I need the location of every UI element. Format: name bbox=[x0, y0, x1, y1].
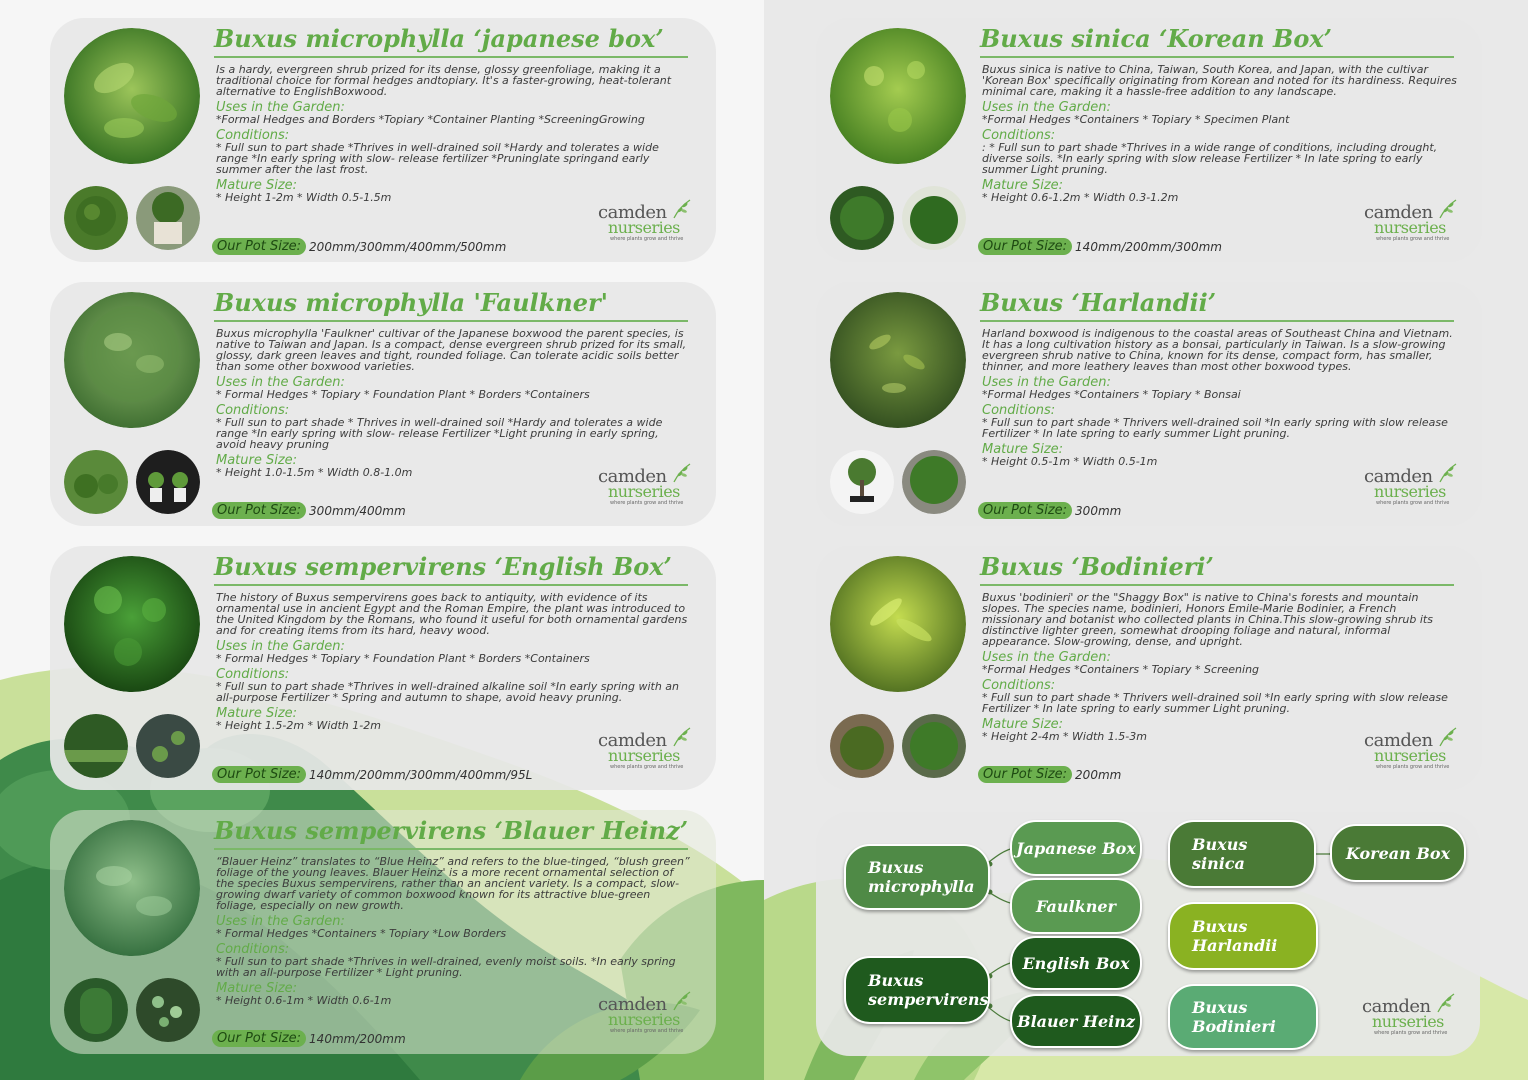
node-english-box bbox=[1010, 936, 1142, 990]
camden-logo bbox=[598, 198, 690, 244]
mature-size: * Height 1.0-1.5m * Width 0.8-1.0m bbox=[216, 466, 413, 479]
plant-photo bbox=[64, 28, 200, 164]
description: Buxus sinica is native to China, Taiwan, South Korea, and Japan, with the cultivar 'Korean Box' specifically originating from Korean and noted for its hardiness. Requires minimal care, making it a hassle-free addition to any landscape. bbox=[982, 63, 1457, 98]
logo-nurseries: nurseries bbox=[1374, 218, 1446, 237]
hedge-garden-photo bbox=[64, 714, 128, 778]
node-label: English Box bbox=[1022, 953, 1130, 973]
node-buxus-bodinieri bbox=[1168, 984, 1318, 1050]
pot-size-label: Our Pot Size: bbox=[212, 238, 306, 255]
title-divider bbox=[214, 56, 688, 58]
logo-tagline: where plants grow and thrive bbox=[610, 764, 684, 770]
plant-description-block bbox=[216, 328, 692, 478]
node-label: Buxus microphylla bbox=[868, 858, 975, 896]
pot-size-label: Our Pot Size: bbox=[978, 238, 1072, 255]
plant-description-block bbox=[982, 64, 1458, 203]
mature-size-heading: Mature Size: bbox=[216, 706, 298, 721]
shrub-photo bbox=[830, 714, 894, 778]
plant-description-block bbox=[216, 592, 692, 731]
logo-tagline: where plants grow and thrive bbox=[1376, 500, 1450, 506]
pot-size-label: Our Pot Size: bbox=[212, 502, 306, 519]
conditions: : * Full sun to part shade *Thrives in a wide range of conditions, including drought, diverse soils. *In early spring with slow release Fertilizer * In late spring to early summer Light pruning. bbox=[982, 141, 1438, 176]
logo-tagline: where plants grow and thrive bbox=[1376, 764, 1450, 770]
uses-heading: Uses in the Garden: bbox=[216, 639, 345, 654]
conditions: * Full sun to part shade * Thrivers well-drained soil *In early spring with slow release Fertilizer * In late spring to early summer Light pruning. bbox=[982, 416, 1448, 440]
description: The history of Buxus sempervirens goes back to antiquity, with evidence of its ornamental use in ancient Egypt and the Roman Empire, the plant was introduced to the United Kingdom by the Romans, who found it useful for both ornamental gardens and for creating items from its hard, heavy wood. bbox=[216, 591, 688, 637]
plant-title: Buxus sempervirens ‘Blauer Heinz’ bbox=[214, 816, 689, 845]
pot-size-label: Our Pot Size: bbox=[212, 766, 306, 783]
logo-nurseries: nurseries bbox=[608, 218, 680, 237]
leaf-icon bbox=[1436, 726, 1458, 748]
node-buxus-microphylla bbox=[844, 844, 990, 910]
plant-card-korean-box bbox=[816, 18, 1482, 262]
mature-size-heading: Mature Size: bbox=[982, 178, 1064, 193]
leaf-icon bbox=[670, 726, 692, 748]
logo-camden: camden bbox=[1364, 730, 1433, 751]
uses-heading: Uses in the Garden: bbox=[216, 100, 345, 115]
pot-size bbox=[978, 502, 1121, 519]
camden-logo bbox=[1364, 198, 1456, 244]
mature-size-heading: Mature Size: bbox=[216, 453, 298, 468]
logo-camden: camden bbox=[598, 466, 667, 487]
conditions: * Full sun to part shade * Thrives in well-drained soil *Hardy and tolerates a wide range *In early spring with slow- release Fertilizer *Light pruning in early spring, avoid heavy pruning bbox=[216, 416, 663, 451]
round-shrub-photo bbox=[902, 450, 966, 514]
plant-title: Buxus microphylla ‘japanese box’ bbox=[214, 24, 664, 53]
node-label: Buxus sinica bbox=[1192, 835, 1248, 873]
pot-size bbox=[212, 766, 532, 783]
logo-camden: camden bbox=[598, 994, 667, 1015]
logo-camden: camden bbox=[598, 202, 667, 223]
pot-size bbox=[212, 238, 506, 255]
node-label: Korean Box bbox=[1345, 843, 1451, 863]
plant-description-block bbox=[216, 856, 692, 1006]
conditions-heading: Conditions: bbox=[216, 403, 290, 418]
logo-tagline: where plants grow and thrive bbox=[610, 236, 684, 242]
pot-size bbox=[978, 766, 1121, 783]
logo-nurseries: nurseries bbox=[608, 1010, 680, 1029]
node-japanese-box bbox=[1010, 820, 1142, 876]
plant-photo bbox=[64, 556, 200, 692]
uses: *Formal Hedges *Containers * Topiary * Specimen Plant bbox=[982, 113, 1290, 126]
conditions: * Full sun to part shade * Thrivers well-drained soil *In early spring with slow release Fertilizer * In late spring to early summer Light pruning. bbox=[982, 691, 1448, 715]
camden-logo bbox=[598, 990, 690, 1036]
logo-nurseries: nurseries bbox=[608, 746, 680, 765]
description: Harland boxwood is indigenous to the coastal areas of Southeast China and Vietnam. It has a long cultivation history as a bonsai, particularly in Taiwan. Is a slow-growing evergreen shrub native to China, known for its dense, compact form, has smaller, thinner, and more leathery leaves than most other boxwood types. bbox=[982, 327, 1453, 373]
mature-size: * Height 1.5-2m * Width 1-2m bbox=[216, 719, 381, 732]
shrub-photo bbox=[830, 186, 894, 250]
leaf-icon bbox=[670, 462, 692, 484]
conditions-heading: Conditions: bbox=[216, 942, 290, 957]
logo-nurseries: nurseries bbox=[1374, 746, 1446, 765]
ball-shrub-photo bbox=[902, 714, 966, 778]
uses-heading: Uses in the Garden: bbox=[982, 375, 1111, 390]
taxonomy-diagram bbox=[816, 812, 1480, 1056]
hedge-balls-photo bbox=[64, 450, 128, 514]
pot-size bbox=[212, 1030, 406, 1047]
pot-size-label: Our Pot Size: bbox=[212, 1030, 306, 1047]
topiary-spheres-photo bbox=[136, 714, 200, 778]
logo-nurseries: nurseries bbox=[1372, 1012, 1444, 1031]
leaf-icon bbox=[670, 990, 692, 1012]
plant-card-faulkner bbox=[50, 282, 716, 526]
title-divider bbox=[980, 56, 1454, 58]
plant-title: Buxus sinica ‘Korean Box’ bbox=[980, 24, 1332, 53]
hedge-photo bbox=[64, 978, 128, 1042]
conditions: * Full sun to part shade *Thrives in well-drained, evenly moist soils. *In early spring with an all-purpose Fertilizer * Light pruning. bbox=[216, 955, 676, 979]
plant-card-blauer-heinz bbox=[50, 810, 716, 1054]
conditions: * Full sun to part shade *Thrives in well-drained alkaline soil *In early spring with an all-purpose Fertilizer * Spring and autumn to shape, avoid heavy pruning. bbox=[216, 680, 679, 704]
topiary-photo bbox=[64, 186, 128, 250]
ball-shrub-photo bbox=[902, 186, 966, 250]
pot-size bbox=[212, 502, 406, 519]
title-divider bbox=[214, 320, 688, 322]
camden-logo bbox=[1364, 462, 1456, 508]
title-divider bbox=[214, 584, 688, 586]
uses-heading: Uses in the Garden: bbox=[982, 650, 1111, 665]
uses: * Formal Hedges * Topiary * Foundation Plant * Borders *Containers bbox=[216, 652, 590, 665]
node-faulkner bbox=[1010, 878, 1142, 934]
camden-logo bbox=[598, 726, 690, 772]
plant-description-block bbox=[982, 328, 1458, 467]
logo-tagline: where plants grow and thrive bbox=[1374, 1030, 1448, 1036]
plant-description-block bbox=[216, 64, 692, 203]
node-korean-box bbox=[1330, 824, 1466, 882]
title-divider bbox=[214, 848, 688, 850]
pot-size-value: 300mm bbox=[1075, 503, 1122, 518]
node-label: Japanese Box bbox=[1016, 838, 1136, 858]
leaf-icon bbox=[1434, 992, 1456, 1014]
mature-size: * Height 0.6-1.2m * Width 0.3-1.2m bbox=[982, 191, 1179, 204]
description: “Blauer Heinz” translates to “Blue Heinz” and refers to the blue-tinged, “blush green” foliage of the young leaves. Blauer Heinz' is a more recent ornamental selection of the species Buxus sempervirens, rather than an ancient variety. Is a compact, slow-growing dwarf variety of common boxwood known for its attractive blue-green foliage, especially on new growth. bbox=[216, 855, 690, 912]
mature-size: * Height 1-2m * Width 0.5-1.5m bbox=[216, 191, 392, 204]
description: Buxus microphylla 'Faulkner' cultivar of the Japanese boxwood the parent species, is native to Taiwan and Japan. Is a compact, dense evergreen shrub prized for its small, glossy, dark green leaves and tight, rounded foliage. Can tolerate acidic soils better than some other boxwood varieties. bbox=[216, 327, 687, 373]
camden-logo bbox=[1362, 992, 1454, 1038]
node-label: Buxus sempervirens bbox=[868, 971, 989, 1009]
node-label: Faulkner bbox=[1036, 896, 1116, 916]
mature-size: * Height 0.5-1m * Width 0.5-1m bbox=[982, 455, 1158, 468]
plant-card-bodinieri bbox=[816, 546, 1482, 790]
plant-title: Buxus ‘Harlandii’ bbox=[980, 288, 1217, 317]
node-buxus-sinica bbox=[1168, 820, 1316, 888]
plant-title: Buxus sempervirens ‘English Box’ bbox=[214, 552, 672, 581]
node-blauer-heinz bbox=[1010, 994, 1142, 1048]
pot-size-value: 140mm/200mm/300mm bbox=[1075, 239, 1222, 254]
mature-size-heading: Mature Size: bbox=[216, 178, 298, 193]
logo-camden: camden bbox=[1364, 466, 1433, 487]
leaf-icon bbox=[1436, 462, 1458, 484]
title-divider bbox=[980, 584, 1454, 586]
uses: *Formal Hedges and Borders *Topiary *Container Planting *ScreeningGrowing bbox=[216, 113, 645, 126]
logo-tagline: where plants grow and thrive bbox=[610, 500, 684, 506]
pot-size-value: 140mm/200mm/300mm/400mm/95L bbox=[309, 767, 533, 782]
node-buxus-sempervirens bbox=[844, 956, 990, 1024]
logo-nurseries: nurseries bbox=[1374, 482, 1446, 501]
pot-size-value: 300mm/400mm bbox=[309, 503, 406, 518]
leaf-icon bbox=[1436, 198, 1458, 220]
logo-nurseries: nurseries bbox=[608, 482, 680, 501]
plant-card-english-box bbox=[50, 546, 716, 790]
plant-card-japanese-box bbox=[50, 18, 716, 262]
planter-row-photo bbox=[136, 450, 200, 514]
pot-size bbox=[978, 238, 1222, 255]
pot-size-label: Our Pot Size: bbox=[978, 766, 1072, 783]
leaves-closeup-photo bbox=[136, 978, 200, 1042]
conditions-heading: Conditions: bbox=[982, 678, 1056, 693]
node-label: Buxus Harlandii bbox=[1192, 917, 1278, 955]
mature-size-heading: Mature Size: bbox=[982, 717, 1064, 732]
description: Is a hardy, evergreen shrub prized for its dense, glossy greenfoliage, making it a traditional choice for formal hedges andtopiary. It's a faster-growing, heat-tolerant alternative to EnglishBoxwood. bbox=[216, 63, 672, 98]
logo-camden: camden bbox=[598, 730, 667, 751]
logo-camden: camden bbox=[1362, 996, 1431, 1017]
conditions-heading: Conditions: bbox=[216, 128, 290, 143]
camden-logo bbox=[598, 462, 690, 508]
plant-photo bbox=[64, 292, 200, 428]
mature-size: * Height 2-4m * Width 1.5-3m bbox=[982, 730, 1147, 743]
conditions-heading: Conditions: bbox=[982, 403, 1056, 418]
mature-size-heading: Mature Size: bbox=[982, 442, 1064, 457]
title-divider bbox=[980, 320, 1454, 322]
plant-title: Buxus ‘Bodinieri’ bbox=[980, 552, 1214, 581]
conditions-heading: Conditions: bbox=[982, 128, 1056, 143]
uses: * Formal Hedges * Topiary * Foundation Plant * Borders *Containers bbox=[216, 388, 590, 401]
plant-card-harlandii bbox=[816, 282, 1482, 526]
uses: * Formal Hedges *Containers * Topiary *Low Borders bbox=[216, 927, 507, 940]
plant-description-block bbox=[982, 592, 1458, 742]
uses-heading: Uses in the Garden: bbox=[216, 914, 345, 929]
plant-title: Buxus microphylla 'Faulkner' bbox=[214, 288, 608, 317]
pot-size-value: 140mm/200mm bbox=[309, 1031, 406, 1046]
bonsai-photo bbox=[830, 450, 894, 514]
plant-photo bbox=[830, 292, 966, 428]
plant-photo bbox=[830, 28, 966, 164]
plant-photo bbox=[830, 556, 966, 692]
pot-size-value: 200mm bbox=[1075, 767, 1122, 782]
plant-photo bbox=[64, 820, 200, 956]
leaf-icon bbox=[670, 198, 692, 220]
camden-logo bbox=[1364, 726, 1456, 772]
node-buxus-harlandii bbox=[1168, 902, 1318, 970]
uses-heading: Uses in the Garden: bbox=[982, 100, 1111, 115]
conditions-heading: Conditions: bbox=[216, 667, 290, 682]
logo-camden: camden bbox=[1364, 202, 1433, 223]
conditions: * Full sun to part shade *Thrives in well-drained soil *Hardy and tolerates a wide range *In early spring with slow- release fertilizer *Pruninglate springand early summer after the last frost. bbox=[216, 141, 659, 176]
mature-size-heading: Mature Size: bbox=[216, 981, 298, 996]
logo-tagline: where plants grow and thrive bbox=[610, 1028, 684, 1034]
logo-tagline: where plants grow and thrive bbox=[1376, 236, 1450, 242]
uses-heading: Uses in the Garden: bbox=[216, 375, 345, 390]
potted-box-photo bbox=[136, 186, 200, 250]
pot-size-value: 200mm/300mm/400mm/500mm bbox=[309, 239, 507, 254]
description: Buxus 'bodinieri' or the "Shaggy Box" is native to China's forests and mountain slopes. The species name, bodinieri, Honors Emile-Marie Bodinier, a French missionary and botanist who collected plants in China.This slow-growing shrub its distinctive lighter green, somewhat drooping foliage and natural, informal appearance. Slow-growing, dense, and upright. bbox=[982, 591, 1433, 648]
uses: *Formal Hedges *Containers * Topiary * Bonsai bbox=[982, 388, 1241, 401]
node-label: Buxus Bodinieri bbox=[1192, 998, 1276, 1036]
node-label: Blauer Heinz bbox=[1017, 1011, 1135, 1031]
mature-size: * Height 0.6-1m * Width 0.6-1m bbox=[216, 994, 392, 1007]
pot-size-label: Our Pot Size: bbox=[978, 502, 1072, 519]
uses: *Formal Hedges *Containers * Topiary * Screening bbox=[982, 663, 1260, 676]
